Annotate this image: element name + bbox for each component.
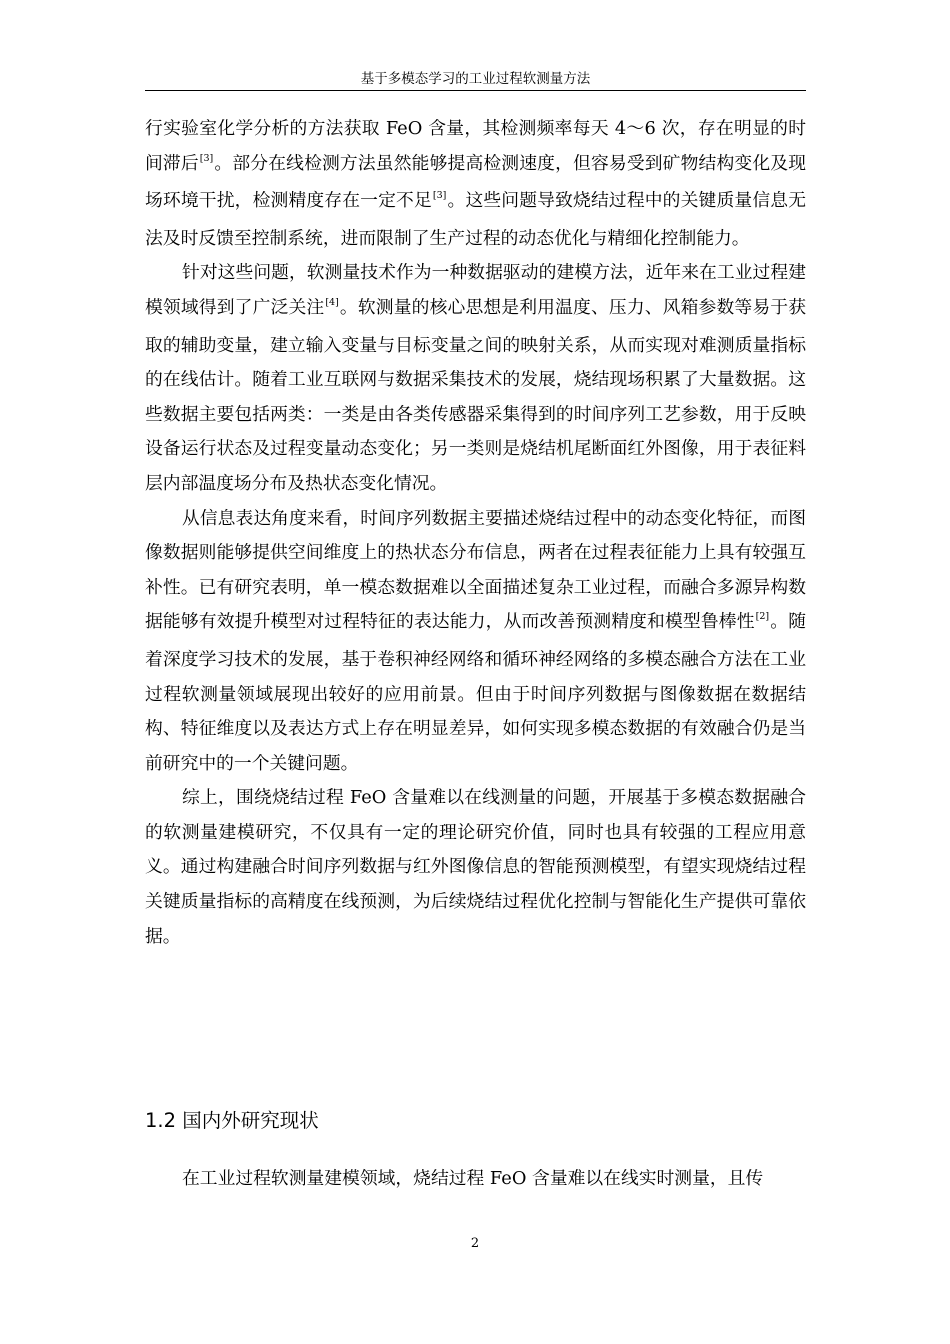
paragraph-5: 在工业过程软测量建模领域，烧结过程 FeO 含量难以在线实时测量，且传	[182, 1168, 764, 1189]
body-text	[145, 112, 806, 954]
page-number: 2	[470, 1236, 480, 1251]
paragraph-1	[145, 112, 806, 256]
citation-ref: [3]	[432, 190, 447, 202]
paragraph-1-text-c: 。这些问题导致烧结过程中的关键质量信息无法及时反馈至控制系统，进而限制了生产过程的动态优化与精细化控制能力。	[145, 190, 806, 249]
paragraph-2-text-a: 针对这些问题，软测量技术作为一种数据驱动的建模方法，近年来在工业过程建模领域得到了广泛关注	[145, 262, 806, 318]
paragraph-3-text-a: 从信息表达角度来看，时间序列数据主要描述烧结过程中的动态变化特征，而图像数据则能够提供空间维度上的热状态分布信息，两者在过程表征能力上具有较强互补性。已有研究表明，单一模态数据难以全面描述复杂工业过程，而融合多源异构数据能够有效提升模型对过程特征的表达能力，从而改善预测精度和模型鲁棒性	[145, 507, 806, 633]
citation-ref: [2]	[755, 611, 770, 623]
paragraph-2	[145, 256, 806, 501]
paragraph-4: 综上，围绕烧结过程 FeO 含量难以在线测量的问题，开展基于多模态数据融合的软测量建模研究，不仅具有一定的理论研究价值，同时也具有较强的工程应用意义。通过构建融合时间序列数据与红外图像信息的智能预测模型，有望实现烧结过程关键质量指标的高精度在线预测，为后续烧结过程优化控制与智能化生产提供可靠依据。	[145, 787, 806, 947]
header-rule	[145, 90, 806, 91]
paragraph-2-text-b: 。软测量的核心思想是利用温度、压力、风箱参数等易于获取的辅助变量，建立输入变量与目标变量之间的映射关系，从而实现对难测质量指标的在线估计。随着工业互联网与数据采集技术的发展，烧结现场积累了大量数据。这些数据主要包括两类：一类是由各类传感器采集得到的时间序列工艺参数，用于反映设备运行状态及过程变量动态变化；另一类则是烧结机尾断面红外图像，用于表征料层内部温度场分布及热状态变化情况。	[145, 296, 806, 494]
citation-ref: [4]	[325, 296, 339, 308]
paragraph-3	[145, 502, 806, 782]
section-heading: 1.2 国内外研究现状	[145, 1109, 319, 1132]
running-header: 基于多模态学习的工业过程软测量方法	[360, 71, 591, 87]
paragraph-1-text-a: 行实验室化学分析的方法获取 FeO 含量，其检测频率每天 4～6 次，存在明显的时间滞后	[145, 118, 806, 174]
paragraph-3-text-b: 。随着深度学习技术的发展，基于卷积神经网络和循环神经网络的多模态融合方法在工业过程软测量领域展现出较好的应用前景。但由于时间序列数据与图像数据在数据结构、特征维度以及表达方式上存在明显差异，如何实现多模态数据的有效融合仍是当前研究中的一个关键问题。	[145, 611, 806, 774]
paragraph-1-text-b: 。部分在线检测方法虽然能够提高检测速度，但容易受到矿物结构变化及现场环境干扰，检测精度存在一定不足	[145, 152, 806, 212]
citation-ref: [3]	[199, 152, 214, 164]
